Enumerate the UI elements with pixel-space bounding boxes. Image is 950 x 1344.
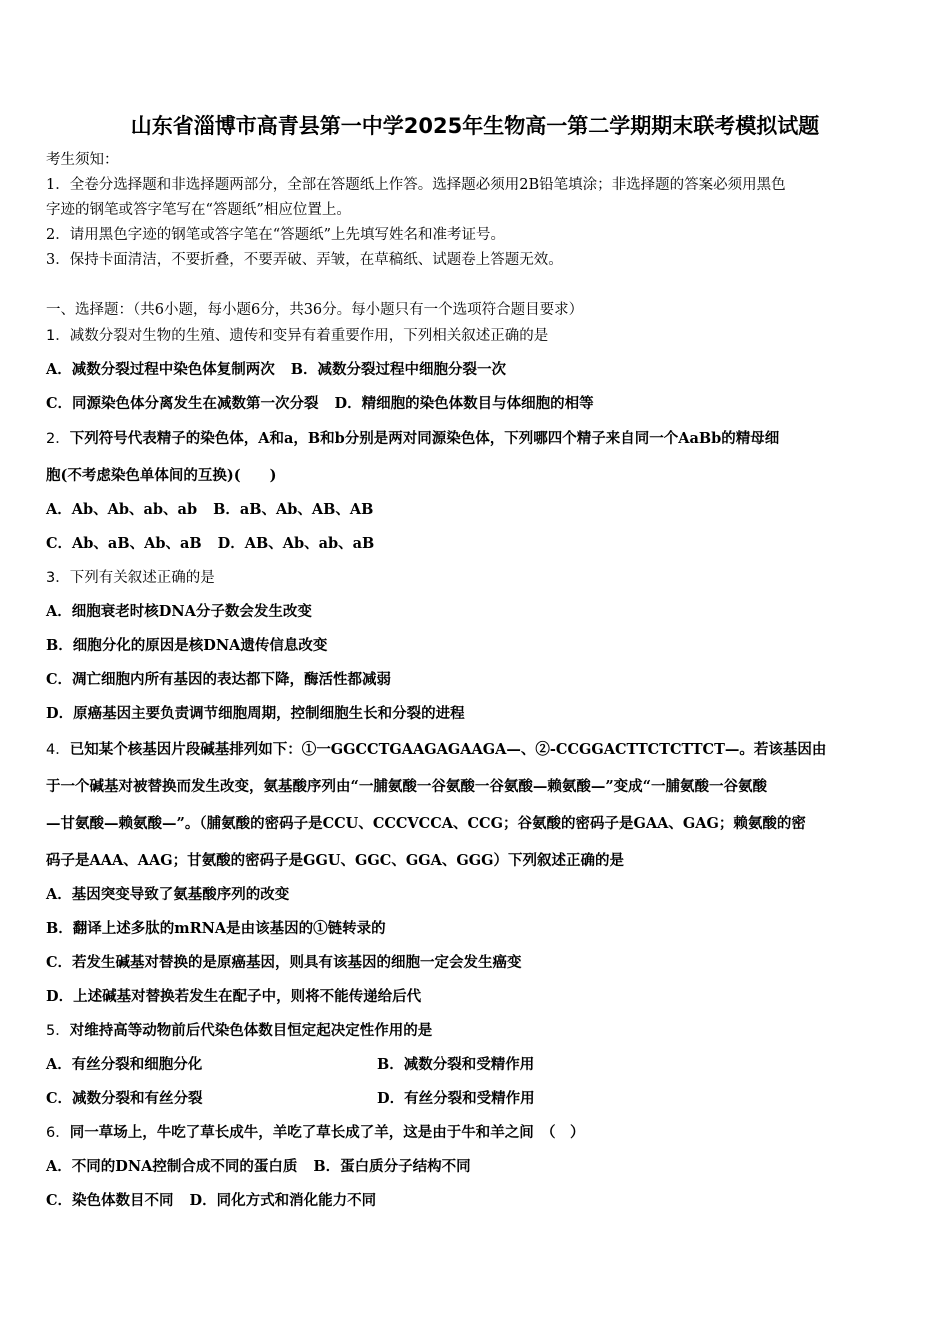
question-text: 已知某个核基因片段碱基排列如下：①一GGCCTGAAGAGAAGA—、②-CCGGACTTCTCTTCT—。若该基因由 xyxy=(69,741,827,758)
question-number: 1． xyxy=(46,328,70,344)
option-b[interactable]: B．翻译上述多肽的mRNA是由该基因的①链转录的 xyxy=(46,920,386,937)
notice-item-3: 3．保持卡面清洁，不要折叠，不要弄破、弄皱，在草稿纸、试题卷上答题无效。 xyxy=(46,252,563,268)
question-5 xyxy=(46,1019,908,1040)
notice-heading: 考生须知： xyxy=(46,152,119,168)
page-title: 山东省淄博市高青县第一中学2025年生物高一第二学期期末联考模拟试题 xyxy=(130,114,820,138)
question-1 xyxy=(46,324,908,345)
question-2-options-row-1 xyxy=(46,498,373,519)
section-heading: 一、选择题：（共6小题，每小题6分，共36分。每小题只有一个选项符合题目要求） xyxy=(46,302,584,318)
option-c[interactable]: C．减数分裂和有丝分裂 xyxy=(46,1090,203,1107)
question-number: 5． xyxy=(46,1023,70,1039)
notice-block xyxy=(46,148,906,273)
option-a[interactable]: A．有丝分裂和细胞分化 xyxy=(46,1056,203,1073)
option-d[interactable]: D．原癌基因主要负责调节细胞周期，控制细胞生长和分裂的进程 xyxy=(46,705,465,722)
question-6 xyxy=(46,1121,908,1142)
option-d[interactable]: D．同化方式和消化能力不同 xyxy=(189,1192,377,1209)
option-a[interactable]: A．细胞衰老时核DNA分子数会发生改变 xyxy=(46,603,312,620)
option-b[interactable]: B．aB、Ab、AB、AB xyxy=(213,501,374,518)
notice-item-1-cont: 字迹的钢笔或答字笔写在“答题纸”相应位置上。 xyxy=(46,202,351,218)
question-number: 2． xyxy=(46,431,70,447)
option-a[interactable]: A．减数分裂过程中染色体复制两次 xyxy=(46,361,275,378)
question-2 xyxy=(46,427,908,448)
option-a[interactable]: A．不同的DNA控制合成不同的蛋白质 xyxy=(46,1158,298,1175)
option-d[interactable]: D．上述碱基对替换若发生在配子中，则将不能传递给后代 xyxy=(46,988,422,1005)
option-a[interactable]: A．基因突变导致了氨基酸序列的改变 xyxy=(46,886,290,903)
option-d[interactable]: D．有丝分裂和受精作用 xyxy=(377,1090,535,1107)
question-2-options-row-2 xyxy=(46,532,374,553)
question-2-text-cont: 胞(不考虑染色单体间的互换)( ) xyxy=(46,467,277,484)
option-d[interactable]: D．AB、Ab、ab、aB xyxy=(217,535,375,552)
question-text: 下列有关叙述正确的是 xyxy=(69,570,215,586)
question-1-options-row-1 xyxy=(46,358,506,379)
option-b[interactable]: B．蛋白质分子结构不同 xyxy=(313,1158,471,1175)
notice-item-1: 1．全卷分选择题和非选择题两部分，全部在答题纸上作答。选择题必须用2B铅笔填涂；非选择题的答案必须用黑色 xyxy=(46,177,786,193)
option-b[interactable]: B．减数分裂和受精作用 xyxy=(377,1056,535,1073)
option-c[interactable]: C．染色体数目不同 xyxy=(46,1192,174,1209)
question-number: 3． xyxy=(46,570,70,586)
notice-item-2: 2．请用黑色字迹的钢笔或答字笔在“答题纸”上先填写姓名和准考证号。 xyxy=(46,227,506,243)
option-c[interactable]: C．Ab、aB、Ab、aB xyxy=(46,535,202,552)
question-text: 下列符号代表精子的染色体，A和a，B和b分别是两对同源染色体，下列哪四个精子来自同一个AaBb的精母细 xyxy=(69,430,780,447)
option-a[interactable]: A．Ab、Ab、ab、ab xyxy=(46,501,198,518)
option-c[interactable]: C．凋亡细胞内所有基因的表达都下降，酶活性都减弱 xyxy=(46,671,392,688)
question-6-options-row-2 xyxy=(46,1189,376,1210)
question-number: 4． xyxy=(46,742,70,758)
question-4-text-cont-3: 码子是AAA、AAG；甘氨酸的密码子是GGU、GGC、GGA、GGG）下列叙述正确的是 xyxy=(46,852,625,869)
option-b[interactable]: B．减数分裂过程中细胞分裂一次 xyxy=(290,361,507,378)
question-text: 减数分裂对生物的生殖、遗传和变异有着重要作用，下列相关叙述正确的是 xyxy=(69,328,549,344)
question-4-text-cont-1: 于一个碱基对被替换而发生改变，氨基酸序列由“一脯氨酸一谷氨酸一谷氨酸—赖氨酸—”变成“一脯氨酸一谷氨酸 xyxy=(46,778,768,795)
question-number: 6． xyxy=(46,1125,70,1141)
question-4 xyxy=(46,738,908,759)
question-3 xyxy=(46,566,908,587)
option-c[interactable]: C．若发生碱基对替换的是原癌基因，则具有该基因的细胞一定会发生癌变 xyxy=(46,954,522,971)
question-1-options-row-2 xyxy=(46,392,594,413)
option-b[interactable]: B．细胞分化的原因是核DNA遗传信息改变 xyxy=(46,637,328,654)
question-6-options-row-1 xyxy=(46,1155,471,1176)
option-c[interactable]: C．同源染色体分离发生在减数第一次分裂 xyxy=(46,395,319,412)
question-text: 对维持高等动物前后代染色体数目恒定起决定性作用的是 xyxy=(69,1022,433,1039)
question-text: 同一草场上，牛吃了草长成牛，羊吃了草长成了羊，这是由于牛和羊之间 （ ） xyxy=(69,1124,585,1141)
option-d[interactable]: D．精细胞的染色体数目与体细胞的相等 xyxy=(334,395,594,412)
question-4-text-cont-2: —甘氨酸—赖氨酸—”。（脯氨酸的密码子是CCU、CCCVCCA、CCG；谷氨酸的密码子是GAA、GAG；赖氨酸的密 xyxy=(46,815,806,832)
